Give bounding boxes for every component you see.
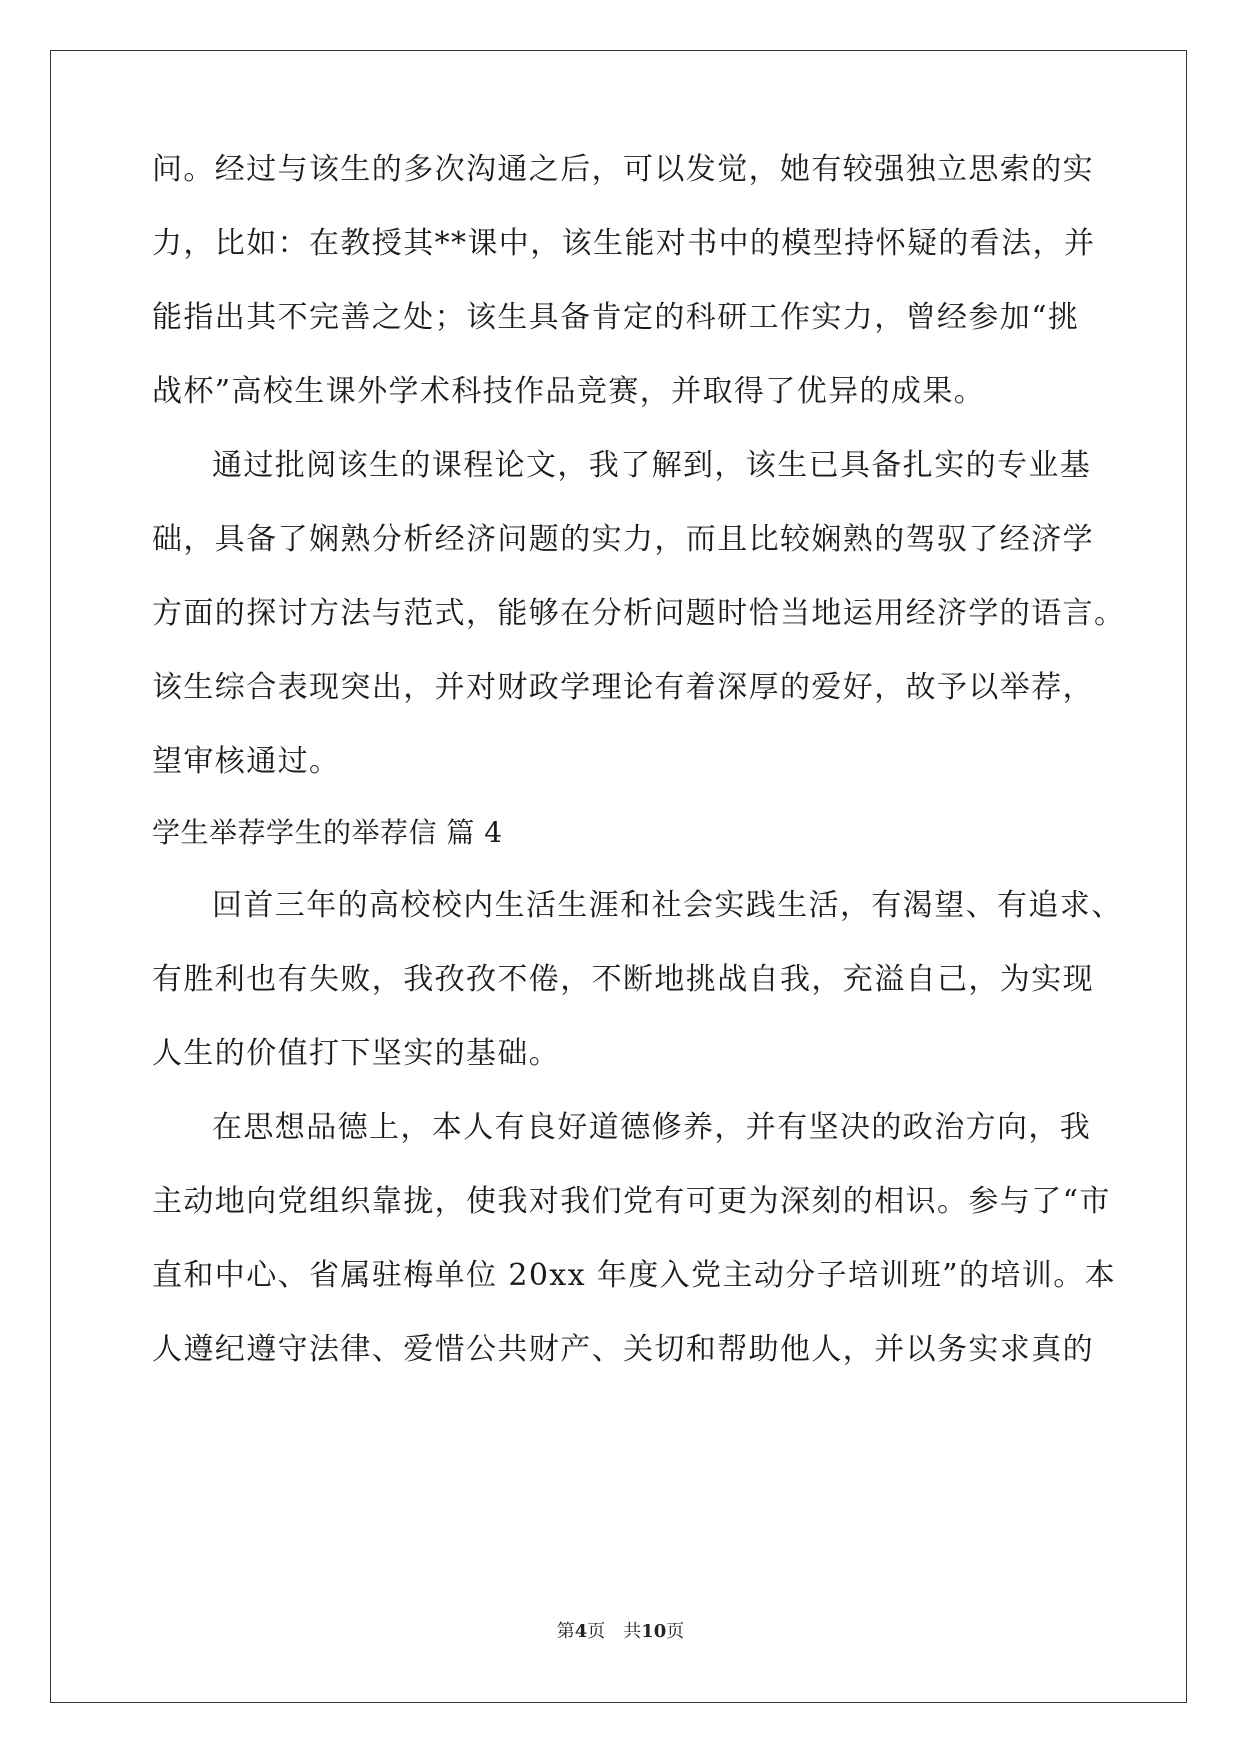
body-line: 础，具备了娴熟分析经济问题的实力，而且比较娴熟的驾驭了经济学 [152, 522, 1094, 557]
page-footer [0, 1620, 1241, 1644]
page-total-number: 10 [641, 1621, 667, 1642]
body-line: 战杯”高校生课外学术科技作品竞赛，并取得了优异的成果。 [152, 374, 986, 409]
body-line: 力，比如：在教授其**课中，该生能对书中的模型持怀疑的看法，并 [152, 226, 1096, 261]
section-heading: 学生举荐学生的举荐信 篇 4 [152, 816, 503, 849]
page-current-number: 4 [574, 1621, 588, 1642]
page-prefix: 第 [556, 1621, 575, 1642]
body-line: 在思想品德上，本人有良好道德修养，并有坚决的政治方向，我 [212, 1110, 1092, 1145]
body-line: 有胜利也有失败，我孜孜不倦，不断地挑战自我，充溢自己，为实现 [152, 962, 1094, 997]
body-line: 人遵纪遵守法律、爱惜公共财产、关切和帮助他人，并以务实求真的 [152, 1332, 1094, 1367]
total-prefix: 共 [623, 1621, 642, 1642]
body-line: 该生综合表现突出，并对财政学理论有着深厚的爱好，故予以举荐， [152, 670, 1094, 705]
body-line: 回首三年的高校校内生活生涯和社会实践生活，有渴望、有追求、 [212, 888, 1123, 923]
body-line: 主动地向党组织靠拢，使我对我们党有可更为深刻的相识。参与了“市 [152, 1184, 1111, 1219]
body-line: 人生的价值打下坚实的基础。 [152, 1036, 561, 1071]
body-line: 问。经过与该生的多次沟通之后，可以发觉，她有较强独立思索的实 [152, 152, 1094, 187]
page-mid: 页 [587, 1621, 606, 1642]
total-suffix: 页 [666, 1621, 685, 1642]
body-line: 通过批阅该生的课程论文，我了解到，该生已具备扎实的专业基 [212, 448, 1092, 483]
body-line: 方面的探讨方法与范式，能够在分析问题时恰当地运用经济学的语言。 [152, 596, 1126, 631]
body-line: 直和中心、省属驻梅单位 20xx 年度入党主动分子培训班”的培训。本 [152, 1258, 1117, 1293]
body-line: 能指出其不完善之处；该生具备肯定的科研工作实力，曾经参加“挑 [152, 300, 1080, 335]
body-line: 望审核通过。 [152, 744, 341, 779]
